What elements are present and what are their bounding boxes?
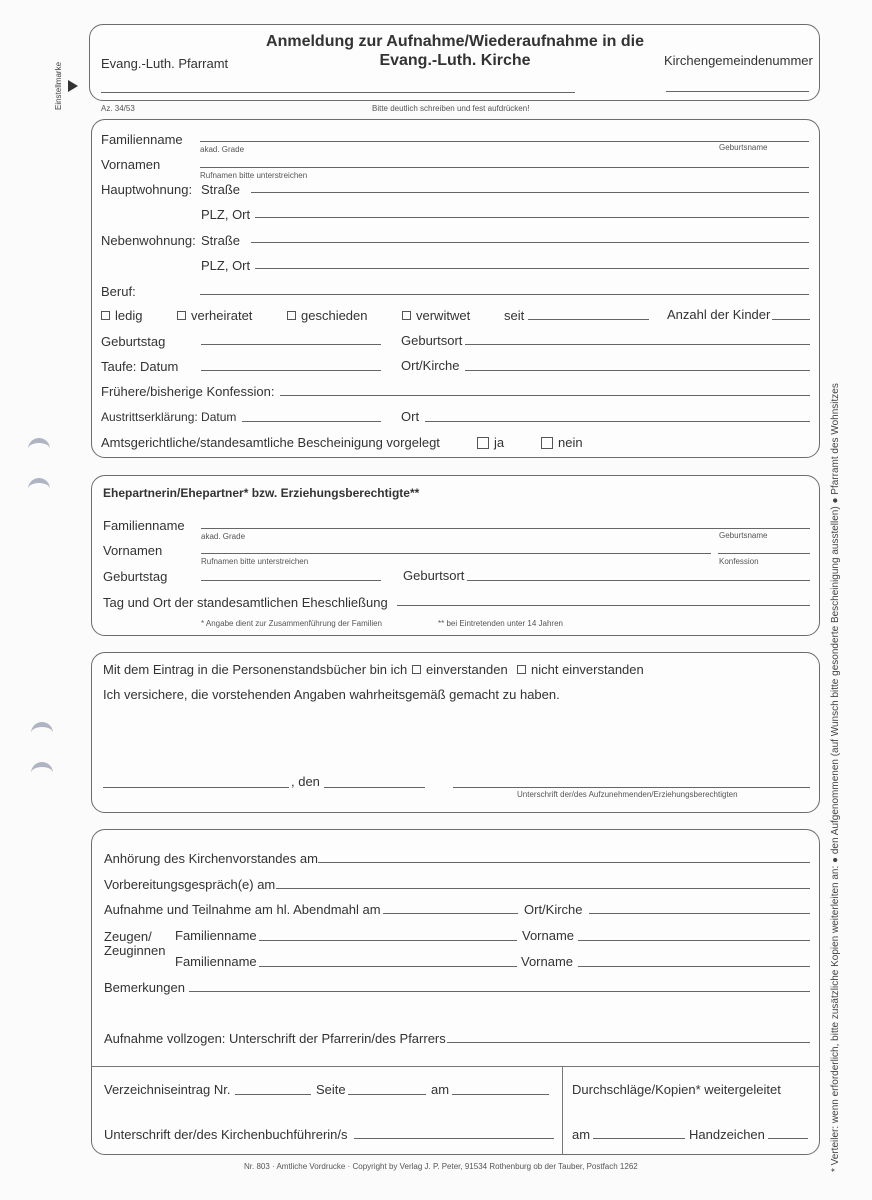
kopien-am-label: am <box>572 1127 591 1142</box>
austritt-datum-field[interactable] <box>242 421 381 422</box>
verzeichnis-am-label: am <box>431 1082 450 1097</box>
aufnahme-abendmahl-field[interactable] <box>383 913 518 914</box>
plz-ort-label: PLZ, Ort <box>201 207 251 222</box>
checkbox-icon[interactable] <box>101 311 110 320</box>
versicherung-text: Ich versichere, die vorstehenden Angaben wahrheitsgemäß gemacht zu haben. <box>103 687 560 702</box>
partner-vornamen-field[interactable] <box>201 553 711 554</box>
geschieden-checkbox[interactable] <box>287 308 368 323</box>
verwitwet-label: verwitwet <box>416 308 471 323</box>
person-section <box>91 119 820 458</box>
nicht-einverstanden-checkbox[interactable] <box>517 662 644 677</box>
taufe-datum-label: Taufe: Datum <box>101 359 179 374</box>
austritt-ort-field[interactable] <box>425 421 810 422</box>
vollzogen-label: Aufnahme vollzogen: Unterschrift der Pfarrerin/des Pfarrers <box>104 1031 446 1046</box>
office-ort-kirche-field[interactable] <box>589 913 810 914</box>
geburtstag-field[interactable] <box>201 344 381 345</box>
vollzogen-signature-field[interactable] <box>447 1042 810 1043</box>
punch-hole-icon <box>31 762 53 774</box>
geburtsort-field[interactable] <box>465 344 810 345</box>
verheiratet-label: verheiratet <box>191 308 253 323</box>
einverstanden-checkbox[interactable] <box>412 662 508 677</box>
partner-geburtstag-field[interactable] <box>201 580 381 581</box>
anhoerung-field[interactable] <box>318 862 810 863</box>
bemerkungen-field[interactable] <box>189 991 810 992</box>
beruf-field[interactable] <box>200 294 809 295</box>
consent-text: Mit dem Eintrag in die Personenstandsbücher bin ich <box>103 662 408 677</box>
fruehere-konfession-label: Frühere/bisherige Konfession: <box>101 384 275 399</box>
checkbox-icon[interactable] <box>402 311 411 320</box>
zeuge2-vorname-label: Vorname <box>521 954 574 969</box>
einstellmarke-label: Einstellmarke <box>54 61 63 110</box>
partner-geburtsort-label: Geburtsort <box>403 568 465 583</box>
zeuge2-vorname-field[interactable] <box>578 966 810 967</box>
punch-hole-icon <box>31 722 53 734</box>
office-ort-kirche-label: Ort/Kirche <box>524 902 583 917</box>
partner-konfession-field[interactable] <box>718 553 810 554</box>
seit-label: seit <box>504 308 525 323</box>
plz-ort2-label: PLZ, Ort <box>201 258 251 273</box>
kirchengemeindenummer-label: Kirchengemeindenummer <box>664 53 813 68</box>
seite-label: Seite <box>316 1082 346 1097</box>
checkbox-icon[interactable] <box>517 665 526 674</box>
taufe-datum-field[interactable] <box>201 370 381 371</box>
partner-geburtstag-label: Geburtstag <box>103 569 168 584</box>
ledig-checkbox[interactable] <box>101 308 142 323</box>
ort-kirche-label: Ort/Kirche <box>401 358 460 373</box>
zeuge1-vorname-label: Vorname <box>522 928 575 943</box>
akad-grade-label: akad. Grade <box>200 145 245 154</box>
zeuge1-familienname-field[interactable] <box>259 940 517 941</box>
partner-geburtsort-field[interactable] <box>467 580 810 581</box>
copyright-footer: Nr. 803 · Amtliche Vordrucke · Copyright by Verlag J. P. Peter, 91534 Rothenburg ob der Tauber, Postfach 1262 <box>244 1162 638 1171</box>
checkbox-icon[interactable] <box>412 665 421 674</box>
geburtstag-label: Geburtstag <box>101 334 166 349</box>
partner-footnote-1: * Angabe dient zur Zusammenführung der Familien <box>201 619 382 628</box>
zeuge1-familienname-label: Familienname <box>175 928 257 943</box>
verwitwet-checkbox[interactable] <box>402 308 470 323</box>
austrittserklaerung-label: Austrittserklärung: Datum <box>101 410 237 424</box>
checkbox-icon[interactable] <box>541 437 553 449</box>
fruehere-konfession-field[interactable] <box>280 395 810 396</box>
vornamen-label: Vornamen <box>101 157 161 172</box>
nein-checkbox[interactable] <box>541 435 583 450</box>
partner-familienname-field[interactable] <box>201 528 810 529</box>
strasse2-label: Straße <box>201 233 241 248</box>
partner-footnote-2: ** bei Eintretenden unter 14 Jahren <box>438 619 563 628</box>
seite-field[interactable] <box>348 1094 426 1095</box>
pfarramt-label: Evang.-Luth. Pfarramt <box>101 56 229 71</box>
ledig-label: ledig <box>115 308 143 323</box>
partner-akad-grade-label: akad. Grade <box>201 532 246 541</box>
vorbereitung-label: Vorbereitungsgespräch(e) am <box>104 877 276 892</box>
zeuginnen-label: Zeuginnen <box>104 943 166 958</box>
partner-geburtsname-label: Geburtsname <box>719 531 768 540</box>
ja-label: ja <box>494 435 505 450</box>
handzeichen-field[interactable] <box>768 1138 808 1139</box>
kopien-am-field[interactable] <box>593 1138 685 1139</box>
rufnamen-hint: Rufnamen bitte unterstreichen <box>200 171 308 180</box>
amtsgericht-label: Amtsgerichtliche/standesamtliche Bescheinigung vorgelegt <box>101 435 440 450</box>
strasse-label: Straße <box>201 182 241 197</box>
familienname-label: Familienname <box>101 132 183 147</box>
partner-familienname-label: Familienname <box>103 518 185 533</box>
hauptwohnung-label: Hauptwohnung: <box>101 182 193 197</box>
office-vertical-divider <box>562 1066 563 1155</box>
az-number: Az. 34/53 <box>101 104 135 113</box>
consent-signature-field[interactable] <box>453 787 810 788</box>
bemerkungen-label: Bemerkungen <box>104 980 185 995</box>
familienname-field[interactable] <box>200 141 809 142</box>
nebenwohnung-plz-ort-field[interactable] <box>255 268 809 269</box>
kirchengemeindenummer-field[interactable] <box>666 91 809 92</box>
eheschliessung-label: Tag und Ort der standesamtlichen Eheschließung <box>103 595 388 610</box>
zeuge1-vorname-field[interactable] <box>578 940 810 941</box>
anhoerung-label: Anhörung des Kirchenvorstandes am <box>104 851 318 866</box>
einstellmarke-arrow-icon <box>68 80 78 92</box>
partner-konfession-label: Konfession <box>719 557 759 566</box>
punch-hole-icon <box>28 438 50 450</box>
verheiratet-checkbox[interactable] <box>177 308 252 323</box>
consent-place-field[interactable] <box>103 787 289 788</box>
office-divider <box>91 1066 820 1067</box>
unterschrift-buchfuehrer-label: Unterschrift der/des Kirchenbuchführerin/s <box>104 1127 348 1142</box>
nebenwohnung-strasse-field[interactable] <box>251 242 809 243</box>
partner-heading: Ehepartnerin/Ehepartner* bzw. Erziehungsberechtigte** <box>103 486 420 500</box>
zeugen-label: Zeugen/ <box>104 929 152 944</box>
ort-kirche-field[interactable] <box>465 370 810 371</box>
nicht-einverstanden-label: nicht einverstanden <box>531 662 644 677</box>
den-label: , den <box>291 774 320 789</box>
consent-signature-label: Unterschrift der/des Aufzunehmenden/Erziehungsberechtigten <box>517 790 738 799</box>
vorbereitung-field[interactable] <box>276 888 810 889</box>
beruf-label: Beruf: <box>101 284 136 299</box>
instruction-text: Bitte deutlich schreiben und fest aufdrücken! <box>372 104 530 113</box>
hauptwohnung-strasse-field[interactable] <box>251 192 809 193</box>
punch-hole-icon <box>28 478 50 490</box>
geburtsort-label: Geburtsort <box>401 333 463 348</box>
nebenwohnung-label: Nebenwohnung: <box>101 233 196 248</box>
seit-field[interactable] <box>528 319 649 320</box>
verzeichnis-label: Verzeichniseintrag Nr. <box>104 1082 231 1097</box>
eheschliessung-field[interactable] <box>397 605 810 606</box>
durchschlaege-label: Durchschläge/Kopien* weitergeleitet <box>572 1082 781 1097</box>
checkbox-icon[interactable] <box>287 311 296 320</box>
vornamen-field[interactable] <box>200 167 809 168</box>
verzeichnis-nr-field[interactable] <box>235 1094 311 1095</box>
hauptwohnung-plz-ort-field[interactable] <box>255 217 809 218</box>
zeuge2-familienname-label: Familienname <box>175 954 257 969</box>
consent-date-field[interactable] <box>324 787 425 788</box>
title-line-2: Evang.-Luth. Kirche <box>379 52 531 69</box>
partner-rufnamen-hint: Rufnamen bitte unterstreichen <box>201 557 309 566</box>
pfarramt-field[interactable] <box>101 92 575 93</box>
aufnahme-abendmahl-label: Aufnahme und Teilnahme am hl. Abendmahl am <box>104 902 381 917</box>
geschieden-label: geschieden <box>301 308 368 323</box>
ja-checkbox[interactable] <box>477 435 504 450</box>
nein-label: nein <box>558 435 583 450</box>
anzahl-kinder-label: Anzahl der Kinder <box>667 307 771 322</box>
unterschrift-buchfuehrer-field[interactable] <box>354 1138 554 1139</box>
handzeichen-label: Handzeichen <box>689 1127 765 1142</box>
title-line-1: Anmeldung zur Aufnahme/Wiederaufnahme in die <box>266 33 644 50</box>
verzeichnis-am-field[interactable] <box>452 1094 549 1095</box>
checkbox-icon[interactable] <box>177 311 186 320</box>
zeuge2-familienname-field[interactable] <box>259 966 517 967</box>
geburtsname-label: Geburtsname <box>719 143 768 152</box>
einverstanden-label: einverstanden <box>426 662 508 677</box>
austritt-ort-label: Ort <box>401 409 420 424</box>
partner-vornamen-label: Vornamen <box>103 543 163 558</box>
checkbox-icon[interactable] <box>477 437 489 449</box>
page-title <box>220 32 690 70</box>
distribution-note: * Verteiler: wenn erforderlich, bitte zusätzliche Kopien weiterleiten an: ● den Aufgenommenen (auf Wunsch bitte gesonderte Bescheinigung ausstellen) ● Pfarramt des Wohnsitzes <box>830 383 841 1172</box>
anzahl-kinder-field[interactable] <box>772 319 810 320</box>
